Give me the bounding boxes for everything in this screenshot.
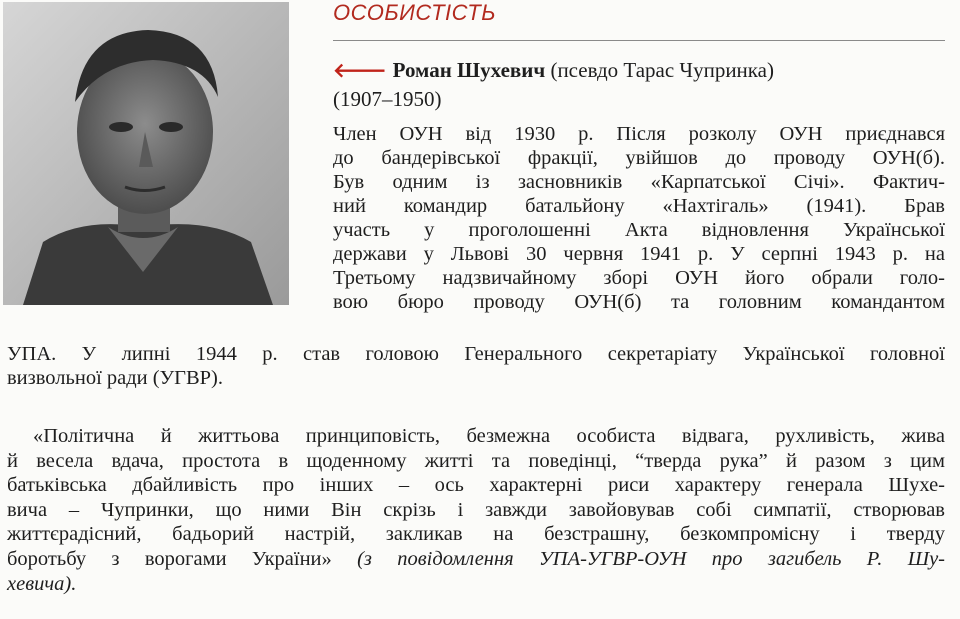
quote-block	[7, 424, 945, 596]
section-title: ОСОБИСТІСТЬ	[333, 0, 497, 25]
quote-line-with-source	[7, 547, 945, 572]
bio-text-narrow	[333, 122, 945, 314]
bio-line: Був одним із засновників «Карпатської Січі». Фактич-	[333, 171, 945, 193]
portrait-photo	[3, 2, 289, 305]
bio-line: до бандерівської фракції, увійшов до проводу ОУН(б).	[333, 147, 945, 169]
quote-line: вича – Чупринки, що ними Він скрізь і завжди завойовував собі симпатії, створював	[7, 498, 945, 521]
person-name: Роман Шухевич	[392, 58, 546, 82]
person-alias: (псевдо Тарас Чупринка)	[545, 58, 774, 82]
quote-line: життєрадісний, бадьорий настрій, закликав на безстрашну, безкомпромісну і тверду	[7, 523, 945, 546]
bio-line: Третьому надзвичайному зборі ОУН його обрали голо-	[333, 267, 945, 289]
quote-text-end: боротьбу з ворогами України»	[7, 547, 332, 570]
bio-line: визвольної ради (УГВР).	[7, 367, 223, 389]
arrow-left-icon: 🡐	[333, 58, 387, 82]
bio-line: ний командир батальйону «Нахтігаль» (1941). Брав	[333, 195, 945, 217]
quote-line: батьківська дбайливість про інших – ось характерні риси характеру генерала Шухе-	[7, 474, 945, 497]
quote-source-end: хевича).	[7, 572, 77, 595]
bio-text-full	[7, 342, 945, 390]
person-name-line	[333, 57, 945, 84]
person-years: (1907–1950)	[333, 87, 442, 111]
bio-line: участь у проголошенні Акта відновлення Української	[333, 219, 945, 241]
bio-line: УПА. У липні 1944 р. став головою Генерального секретаріату Української головної	[7, 343, 945, 365]
bio-line: Член ОУН від 1930 р. Після розколу ОУН приєднався	[333, 123, 945, 145]
bio-line: держави у Львові 30 червня 1941 р. У серпні 1943 р. на	[333, 243, 945, 265]
section-header	[333, 0, 945, 41]
bio-line: вою бюро проводу ОУН(б) та головним командантом	[333, 291, 945, 313]
quote-source: (з повідомлення УПА-УГВР-ОУН про загибель Р. Шу-	[331, 547, 945, 570]
quote-line: й весела вдача, простота в щоденному житті та поведінці, “тверда рука” й разом з цим	[7, 449, 945, 472]
quote-line: «Політична й життьова принциповість, безмежна особиста відвага, рухливість, жива	[33, 425, 945, 447]
